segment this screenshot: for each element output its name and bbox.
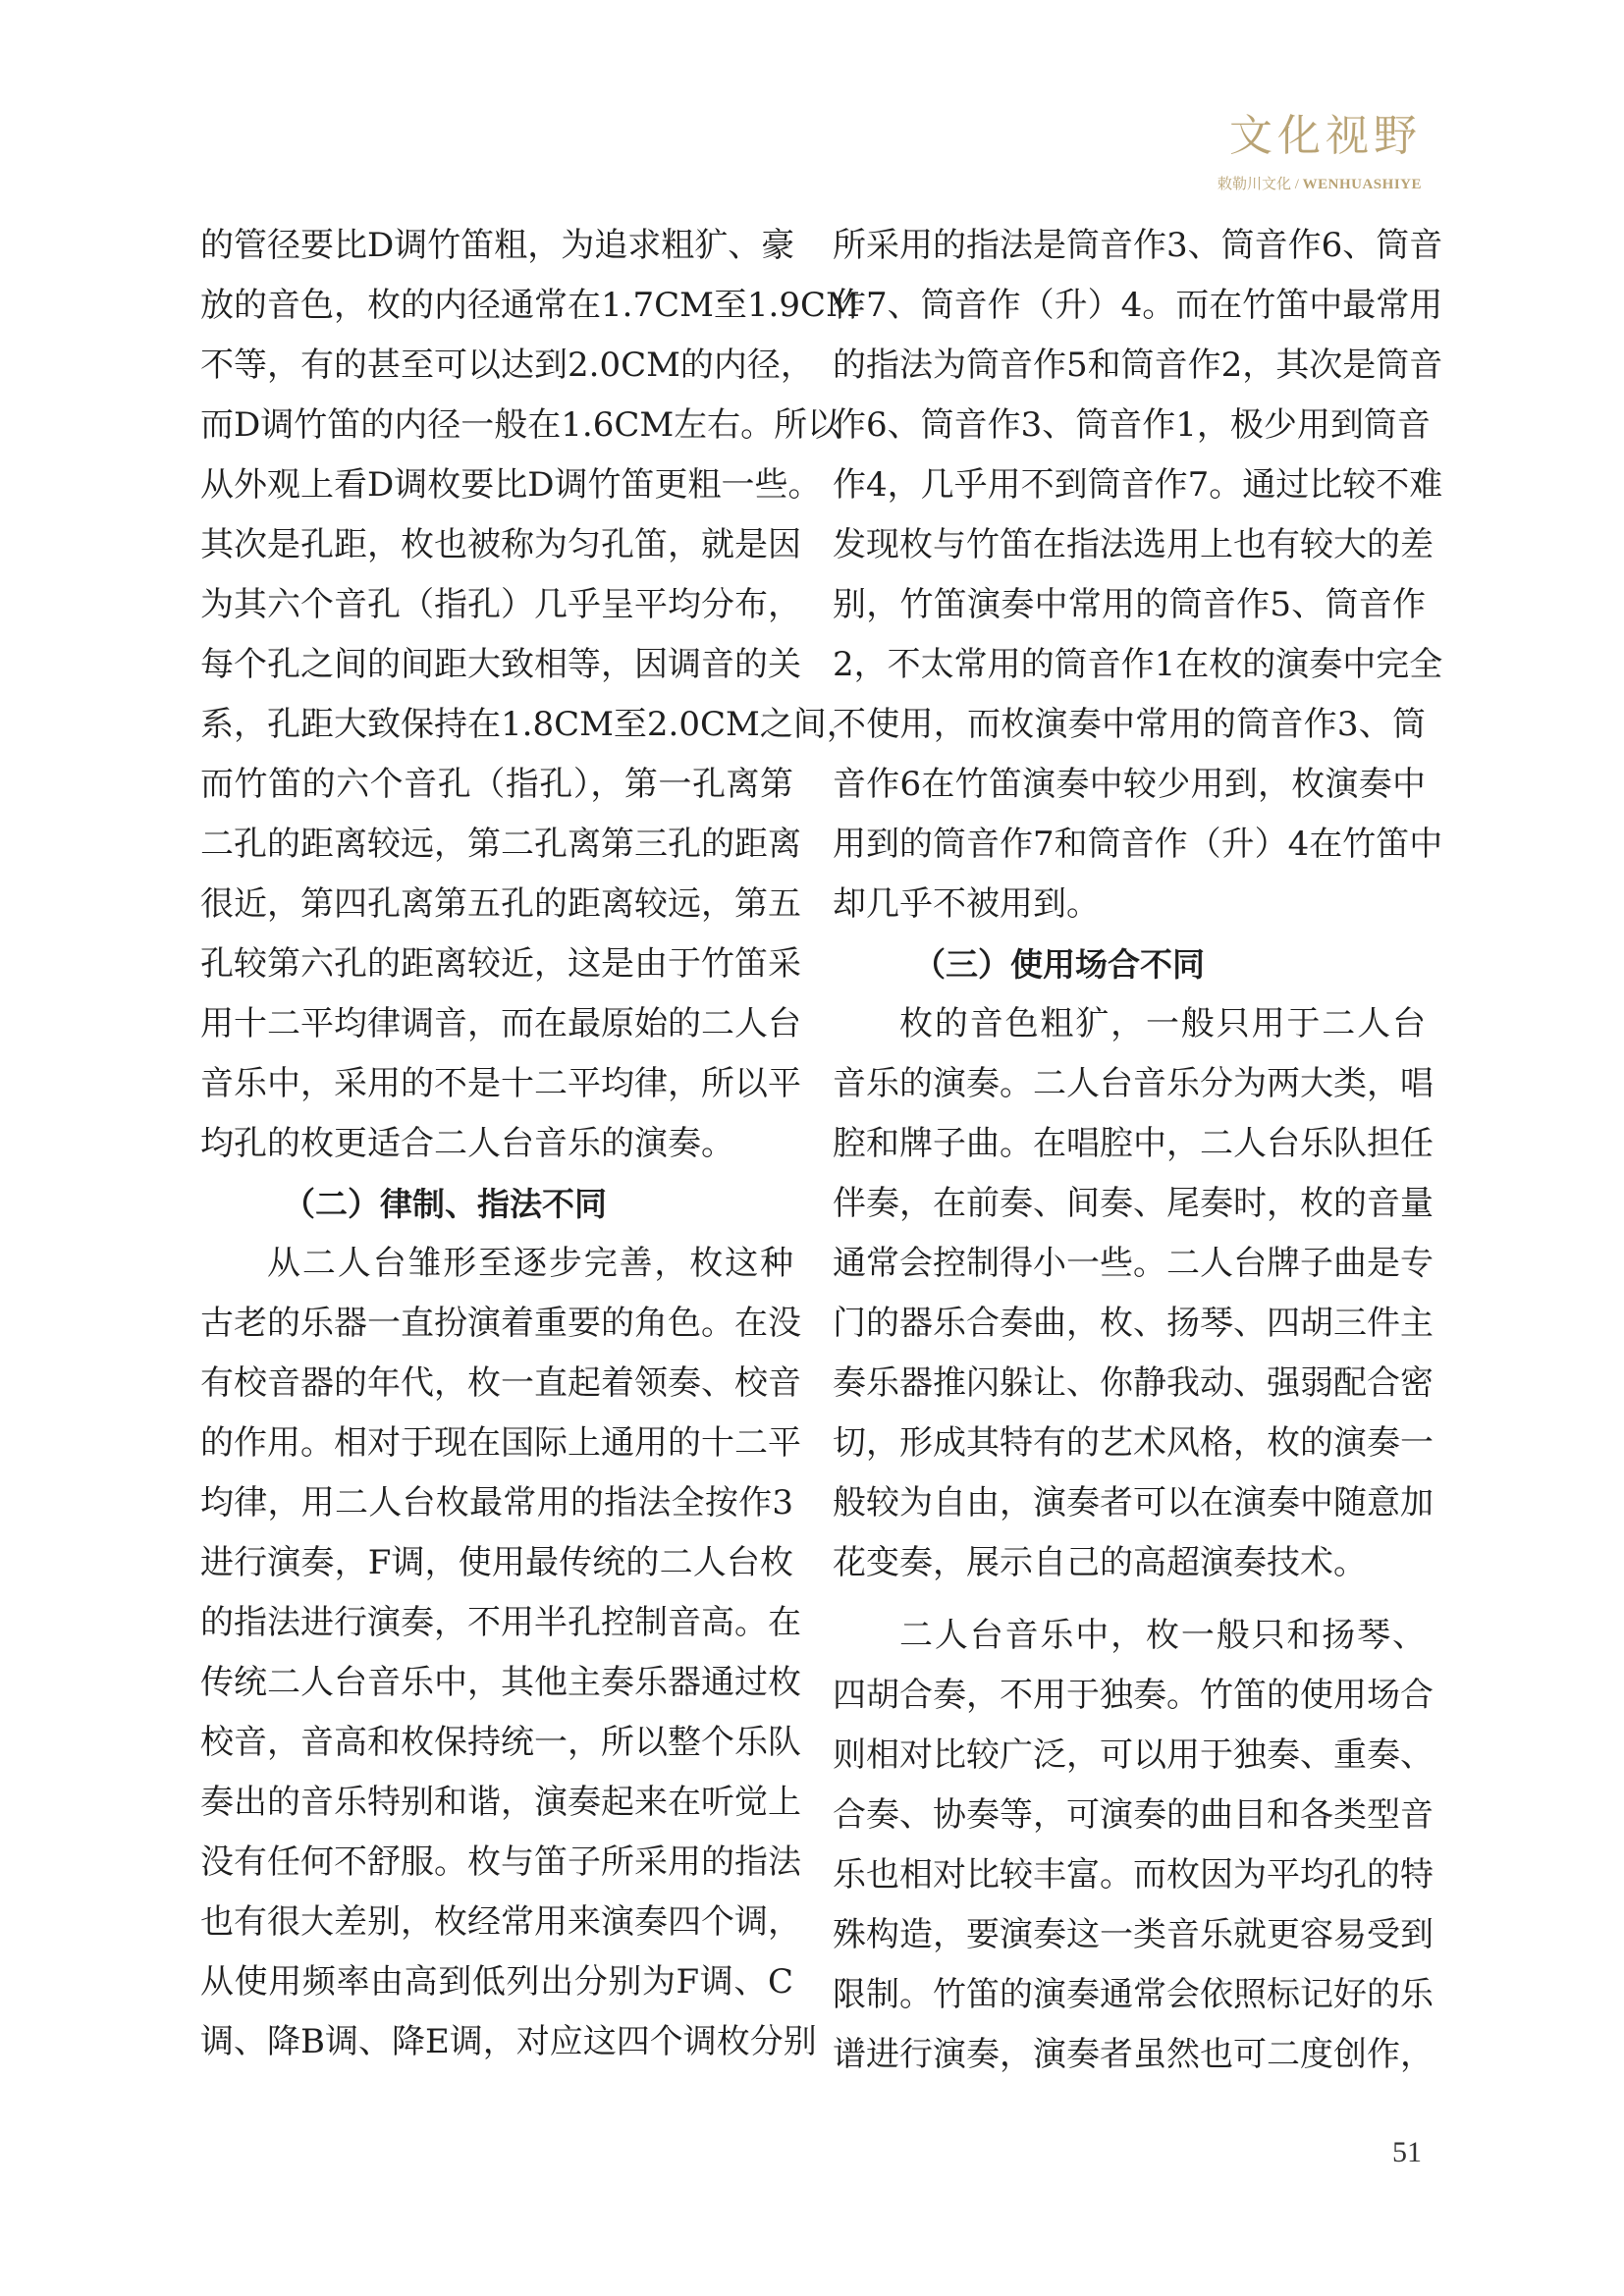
section-subtitle — [1218, 173, 1422, 193]
text-line: 音乐中，采用的不是十二平均律，所以平 — [200, 1064, 801, 1103]
text-line: 孔较第六孔的距离较近，这是由于竹笛采 — [200, 944, 801, 984]
text-line: 而D调竹笛的内径一般在1.6CM左右。所以 — [200, 405, 841, 445]
text-line: 二孔的距离较远，第二孔离第三孔的距离 — [200, 825, 801, 864]
text-line: 从二人台雏形至逐步完善，枚这种 — [267, 1244, 793, 1283]
text-line: 般较为自由，演奏者可以在演奏中随意加 — [833, 1483, 1434, 1522]
text-line: 作4，几乎用不到筒音作7。通过比较不难 — [833, 465, 1443, 505]
text-line: 没有任何不舒服。枚与笛子所采用的指法 — [200, 1842, 801, 1882]
text-line: 2，不太常用的筒音作1在枚的演奏中完全 — [833, 645, 1443, 684]
section-heading-temperament-fingering: （二）律制、指法不同 — [283, 1185, 607, 1223]
text-line: 伴奏，在前奏、间奏、尾奏时，枚的音量 — [833, 1184, 1434, 1223]
text-line: 作7、筒音作（升）4。而在竹笛中最常用 — [833, 286, 1443, 325]
paragraph-fingering-comparison — [833, 216, 1443, 934]
text-line: 的作用。相对于现在国际上通用的十二平 — [200, 1423, 801, 1463]
running-header — [1218, 110, 1422, 193]
text-line: 为其六个音孔（指孔）几乎呈平均分布， — [200, 585, 801, 624]
subtitle-separator: / — [1294, 177, 1299, 192]
text-line: 腔和牌子曲。在唱腔中，二人台乐队担任 — [833, 1124, 1434, 1163]
text-line: 古老的乐器一直扮演着重要的角色。在没 — [200, 1304, 801, 1343]
text-line: 作6、筒音作3、筒音作1，极少用到筒音 — [833, 405, 1431, 445]
text-line: 不等，有的甚至可以达到2.0CM的内径， — [200, 346, 814, 385]
text-line: 四胡合奏，不用于独奏。竹笛的使用场合 — [833, 1676, 1434, 1715]
text-line: 花变奏，展示自己的高超演奏技术。 — [833, 1543, 1367, 1582]
text-line: 合奏、协奏等，可演奏的曲目和各类型音 — [833, 1795, 1434, 1835]
text-line: 枚的音色粗犷，一般只用于二人台 — [899, 1004, 1426, 1043]
section-heading-usage-occasions: （三）使用场合不同 — [913, 945, 1205, 984]
text-line: 二人台音乐中，枚一般只和扬琴、 — [899, 1616, 1426, 1655]
text-line: 所采用的指法是筒音作3、筒音作6、筒音 — [833, 226, 1443, 265]
paragraph-solo-ensemble — [833, 1606, 1434, 2085]
text-line: 音作6在竹笛演奏中较少用到，枚演奏中 — [833, 765, 1426, 804]
text-line: 殊构造，要演奏这一类音乐就更容易受到 — [833, 1915, 1434, 1954]
left-column — [200, 216, 860, 2072]
text-line: 均律，用二人台枚最常用的指法全按作3 — [200, 1483, 793, 1522]
text-line: 别，竹笛演奏中常用的筒音作5、筒音作 — [833, 585, 1426, 624]
subtitle-cn: 敕勒川文化 — [1217, 177, 1291, 192]
text-line: 进行演奏，F调，使用最传统的二人台枚 — [200, 1543, 793, 1582]
text-line: 奏出的音乐特别和谐，演奏起来在听觉上 — [200, 1783, 801, 1822]
text-line: 门的器乐合奏曲，枚、扬琴、四胡三件主 — [833, 1304, 1434, 1343]
text-line: 用十二平均律调音，而在最原始的二人台 — [200, 1004, 801, 1043]
text-line: 系，孔距大致保持在1.8CM至2.0CM之间， — [200, 705, 860, 744]
text-line: 从使用频率由高到低列出分别为F调、C — [200, 1962, 793, 2002]
text-line: 有校音器的年代，枚一直起着领奏、校音 — [200, 1363, 801, 1403]
paragraph-usage-occasions — [833, 994, 1434, 1593]
text-line: 用到的筒音作7和筒音作（升）4在竹笛中 — [833, 825, 1443, 864]
right-column — [833, 216, 1443, 2085]
text-line: 音乐的演奏。二人台音乐分为两大类，唱 — [833, 1064, 1434, 1103]
text-line: 的管径要比D调竹笛粗，为追求粗犷、豪 — [200, 226, 795, 265]
paragraph-gap — [833, 1593, 1426, 1606]
text-line: 调、降B调、降E调，对应这四个调枚分别 — [200, 2022, 817, 2061]
paragraph-pipe-diameter-and-holes — [200, 216, 860, 1174]
text-line: 的指法进行演奏，不用半孔控制音高。在 — [200, 1603, 801, 1642]
section-title: 文化视野 — [1229, 111, 1422, 161]
paragraph-temperament-fingering — [200, 1234, 817, 2072]
page-number: 51 — [1392, 2136, 1422, 2168]
text-line: 放的音色，枚的内径通常在1.7CM至1.9CM — [200, 286, 860, 325]
text-line: 发现枚与竹笛在指法选用上也有较大的差 — [833, 525, 1434, 564]
text-line: 限制。竹笛的演奏通常会依照标记好的乐 — [833, 1975, 1434, 2014]
text-line: 则相对比较广泛，可以用于独奏、重奏、 — [833, 1735, 1434, 1775]
text-line: 乐也相对比较丰富。而枚因为平均孔的特 — [833, 1855, 1434, 1895]
text-line: 很近，第四孔离第五孔的距离较远，第五 — [200, 884, 801, 924]
text-line: 的指法为筒音作5和筒音作2，其次是筒音 — [833, 346, 1443, 385]
text-line: 切，形成其特有的艺术风格，枚的演奏一 — [833, 1423, 1434, 1463]
text-line: 也有很大差别，枚经常用来演奏四个调， — [200, 1902, 801, 1942]
text-line: 谱进行演奏，演奏者虽然也可二度创作， — [833, 2035, 1434, 2074]
subtitle-en: WENHUASHIYE — [1302, 177, 1422, 192]
text-line: 却几乎不被用到。 — [833, 884, 1100, 924]
text-line: 传统二人台音乐中，其他主奏乐器通过枚 — [200, 1663, 801, 1702]
text-line: 均孔的枚更适合二人台音乐的演奏。 — [200, 1124, 734, 1163]
text-line: 奏乐器推闪躲让、你静我动、强弱配合密 — [833, 1363, 1434, 1403]
text-line: 每个孔之间的间距大致相等，因调音的关 — [200, 645, 801, 684]
text-line: 通常会控制得小一些。二人台牌子曲是专 — [833, 1244, 1434, 1283]
text-line: 校音，音高和枚保持统一，所以整个乐队 — [200, 1723, 801, 1762]
text-line: 而竹笛的六个音孔（指孔），第一孔离第 — [200, 765, 793, 804]
text-line: 其次是孔距，枚也被称为匀孔笛，就是因 — [200, 525, 801, 564]
text-line: 不使用，而枚演奏中常用的筒音作3、筒 — [833, 705, 1426, 744]
text-line: 从外观上看D调枚要比D调竹笛更粗一些。 — [200, 465, 822, 505]
